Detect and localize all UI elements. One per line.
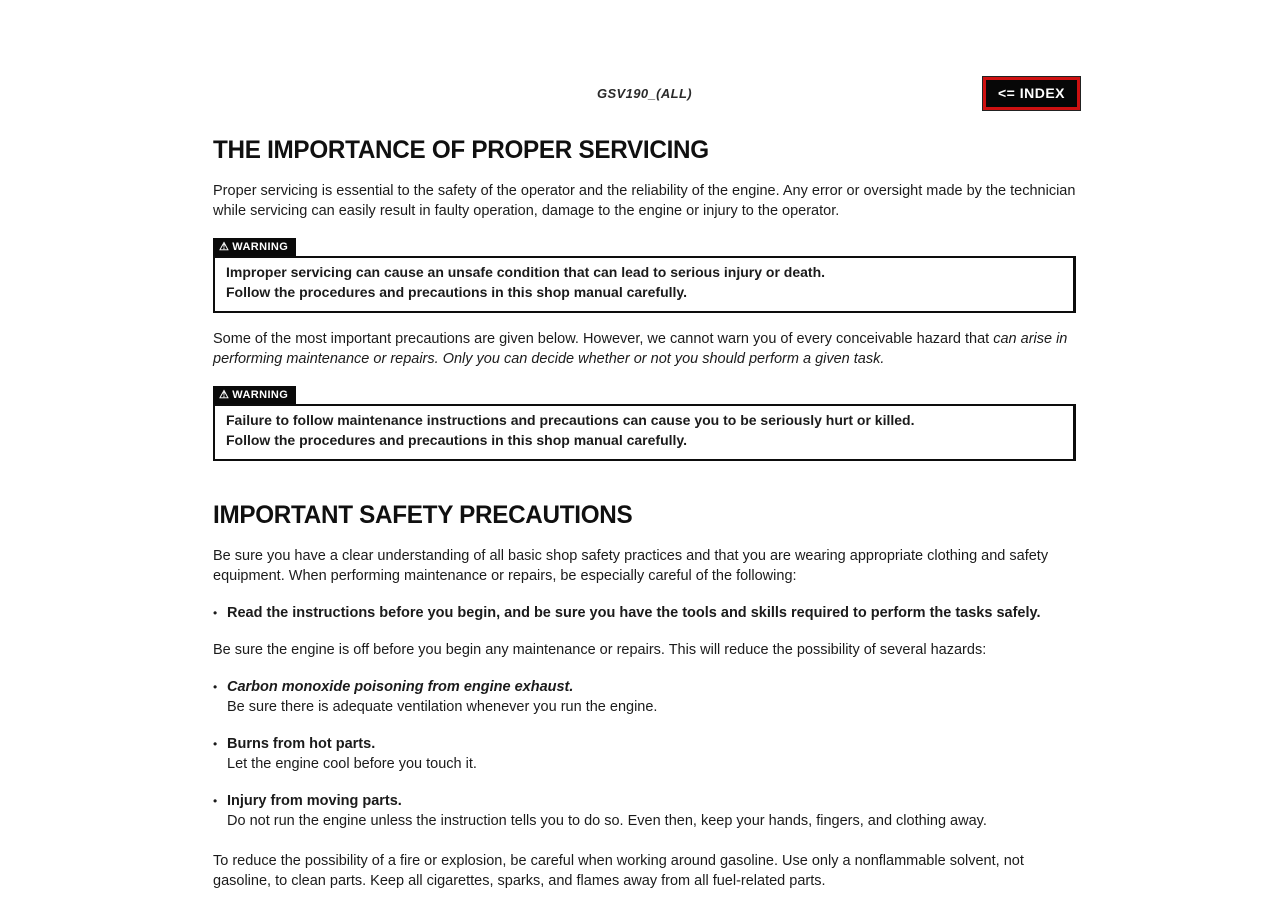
warning-box-2-body <box>213 404 1076 461</box>
servicing-intro-paragraph: Proper servicing is essential to the safety of the operator and the reliability of the engine. Any error or oversight made by the technician while servicing can easily result in faulty operation, damage to the engine or injury to the operator. <box>213 183 1076 219</box>
closing-paragraph: To reduce the possibility of a fire or explosion, be careful when working around gasoline. Use only a nonflammable solvent, not gasoline, to clean parts. Keep all cigarettes, sparks, and flames away from all fuel-related parts. <box>213 853 1024 889</box>
section-title-proper-servicing: THE IMPORTANCE OF PROPER SERVICING <box>213 136 709 164</box>
warning-badge <box>213 386 296 404</box>
warning-2-line-2: Follow the procedures and precautions in this shop manual carefully. <box>226 431 688 448</box>
bullet-icon: • <box>213 606 218 620</box>
middle-paragraph-italic: can arise in performing maintenance or repairs. Only you can decide whether or not you should perform a given task. <box>213 331 1068 367</box>
warning-badge <box>213 238 296 256</box>
warning-1-line-1: Improper servicing can cause an unsafe condition that can lead to serious injury or death. <box>226 264 826 280</box>
section-title-safety-precautions: IMPORTANT SAFETY PRECAUTIONS <box>213 501 633 529</box>
warning-badge-label: WARNING <box>232 389 289 401</box>
middle-paragraph-regular: Some of the most important precautions are given below. However, we cannot warn you of every conceivable hazard that <box>213 331 994 347</box>
engine-off-paragraph: Be sure the engine is off before you begin any maintenance or repairs. This will reduce the possibility of several hazards: <box>213 641 987 658</box>
bullet-icon: • <box>213 794 218 808</box>
bullet-icon: • <box>213 737 218 751</box>
warning-2-line-1: Failure to follow maintenance instructions and precautions can cause you to be seriously hurt or killed. <box>226 412 915 428</box>
bullet-moving-parts <box>213 792 1076 831</box>
bullet-burns <box>213 735 1076 774</box>
page-header <box>213 76 1076 122</box>
hazard-title: Injury from moving parts. <box>227 793 402 809</box>
bullet-icon: • <box>213 680 218 694</box>
warning-badge-label: WARNING <box>232 241 289 253</box>
warning-box-1 <box>213 238 1076 313</box>
warning-box-1-body <box>213 256 1076 313</box>
index-button[interactable]: <= INDEX <box>983 77 1080 110</box>
warning-icon: ⚠ <box>219 241 230 253</box>
hazard-detail: Let the engine cool before you touch it. <box>227 755 477 772</box>
hazard-title: Burns from hot parts. <box>227 736 376 752</box>
bullet-read-instructions <box>213 604 1076 624</box>
servicing-middle-paragraph <box>213 330 1076 369</box>
hazard-detail: Be sure there is adequate ventilation whenever you run the engine. <box>227 698 658 715</box>
bullet-carbon-monoxide <box>213 678 1076 717</box>
bullet-read-instructions-text: Read the instructions before you begin, and be sure you have the tools and skills required to perform the tasks safely. <box>227 605 1041 621</box>
warning-icon: ⚠ <box>219 389 230 401</box>
warning-box-2 <box>213 386 1076 461</box>
document-code: GSV190_(ALL) <box>596 86 693 101</box>
warning-1-line-2: Follow the procedures and precautions in this shop manual carefully. <box>226 283 688 300</box>
hazard-title: Carbon monoxide poisoning from engine exhaust. <box>227 679 574 695</box>
page-content <box>213 76 1076 891</box>
hazard-detail: Do not run the engine unless the instruction tells you to do so. Even then, keep your hands, fingers, and clothing away. <box>227 812 987 829</box>
precautions-intro-paragraph: Be sure you have a clear understanding of all basic shop safety practices and that you are wearing appropriate clothing and safety equipment. When performing maintenance or repairs, be especially careful of the following: <box>213 548 1049 584</box>
